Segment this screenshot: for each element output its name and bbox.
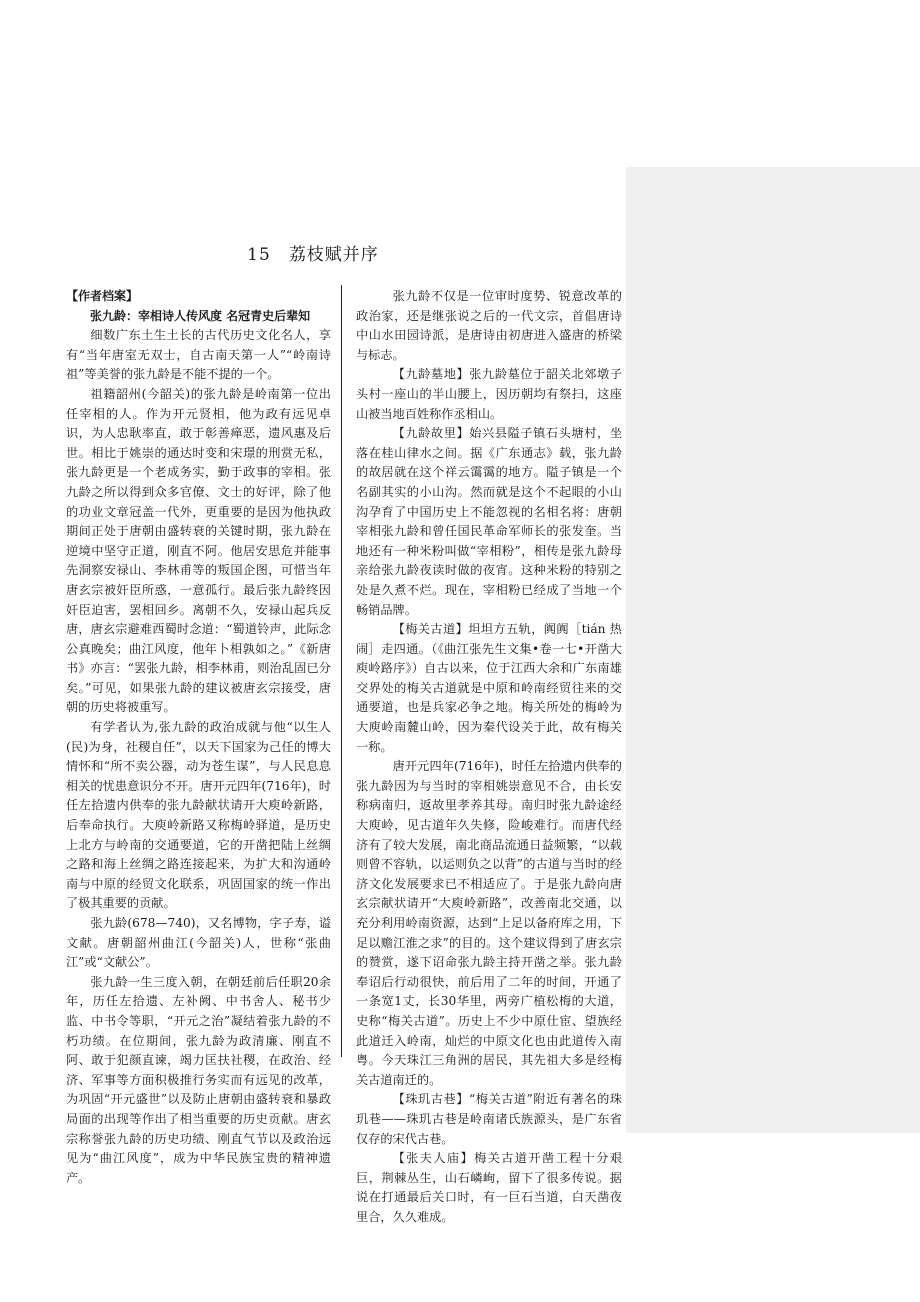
paragraph-hometown: 【九龄故里】始兴县隘子镇石头塘村，坐落在桂山律水之间。据《广东通志》载，张九龄的故居就在这个祥云霭霭的地方。隘子镇是一个名副其实的小山沟。然而就是这个不起眼的小山沟孕育了中国历史上不能忽视的名相名将：唐朝宰相张九龄和曾任国民革命军师长的张发奎。当地还有一种米粉叫做“宰相粉”，相传是张九龄母亲给张九龄夜读时做的夜宵。这种米粉的特别之处是久煮不烂。现在，宰相粉已经成了当地一个畅销品牌。 xyxy=(356,426,623,617)
paragraph: 张九龄不仅是一位审时度势、锐意改革的政治家，还是继张说之后的一代文宗，首倡唐诗中山水田园诗派，是唐诗由初唐进入盛唐的桥梁与标志。 xyxy=(356,289,622,362)
left-column xyxy=(66,287,331,1188)
chapter-name: 荔枝赋并序 xyxy=(288,245,379,265)
paragraph-zhuji: 【珠玑古巷】“梅关古道”附近有著名的珠玑巷——珠玑古巷是岭南诸氏族源头，是广东省仅存的宋代古巷。 xyxy=(356,1092,622,1146)
section-header: 【作者档案】 xyxy=(66,289,139,303)
column-divider xyxy=(341,285,342,1057)
paragraph-meiguan: 【梅关古道】坦坦方五轨，阗阗［tián 热闹］走四通。（《曲江张先生文集•卷一七•开凿大庾岭路序》）自古以来，位于江西大余和广东南雄交界处的梅关古道就是中原和岭南经贸往来的交通要道，也是兵家必争之地。梅关所处的梅岭为大庾岭南麓山岭，因为秦代设关于此，故有梅关一称。 xyxy=(356,622,622,754)
paragraph-tomb: 【九龄墓地】张九龄墓位于韶关北郊墩子头村一座山的半山腰上，因历朝均有祭扫，这座山被当地百姓称作丞相山。 xyxy=(356,367,623,421)
paragraph: 唐开元四年(716年)，时任左拾遗内供奉的张九龄因为与当时的宰相姚崇意见不合，由长安称病南归，返故里孝养其母。南归时张九龄途经大庾岭，见古道年久失修，险峻难行。而唐代经济有了较大发展，南北商品流通日益频繁，“以载则曾不容轨，以运则负之以背”的古道与当时的经济文化发展要求已不相适应了。于是张九龄向唐玄宗献状请开“大庾岭新路”，改善南北交通，以充分利用岭南资源，达到“上足以备府库之用，下足以赡江淮之求”的目的。这个建议得到了唐玄宗的赞赏，遂下诏命张九龄主持开凿之举。张九龄奉诏后行动很快，前后用了二年的时间，开通了一条宽1丈，长30华里，两旁广植松梅的大道，史称“梅关古道”。历史上不少中原仕宦、望族经此道迁入岭南，灿烂的中原文化也由此道传入南粤。今天珠江三角洲的居民，其先祖大多是经梅关古道南迁的。 xyxy=(356,759,622,1087)
paragraph: 张九龄一生三度入朝，在朝廷前后任职20余年，历任左拾遗、左补阙、中书舍人、秘书少监、中书令等职，“开元之治”凝结着张九龄的不朽功绩。在位期间，张九龄为政清廉、刚直不阿、敢于犯颜直谏，竭力匡扶社稷，在政治、经济、军事等方面积极推行务实而有远见的改革，为巩固“开元盛世”以及防止唐朝由盛转衰和暴政局面的出现等作出了相当重要的历史贡献。唐玄宗称誉张九龄的历史功绩、刚直气节以及政治远见为“曲江风度”，成为中华民族宝贵的精神遗产。 xyxy=(66,974,331,1185)
section-subtitle: 张九龄：宰相诗人传风度 名冠青史后辈知 xyxy=(90,308,311,323)
paragraph: 张九龄(678—740)，又名博物，字子寿，谥文献。唐朝韶州曲江(今韶关)人，世称“张曲江”或“文献公”。 xyxy=(66,916,331,970)
paragraph: 细数广东土生土长的古代历史文化名人，享有“当年唐室无双士，自古南天第一人”“岭南诗祖”等美誉的张九龄是不能不提的一个。 xyxy=(66,328,331,382)
heading-temple: 【张夫人庙】 xyxy=(392,1151,475,1166)
paragraph: 有学者认为,张九龄的政治成就与他“以生人(民)为身，社稷自任”，以天下国家为己任的博大情怀和“所不卖公器，动为苍生谋”，与人民息息相关的忧患意识分不开。唐开元四年(716年)，时任左拾遗内供奉的张九龄献状请开大庾岭新路，后奉命执行。大庾岭新路又称梅岭驿道，是历史上北方与岭南的交通要道，它的开凿把陆上丝绸之路和海上丝绸之路连接起来，为扩大和沟通岭南与中原的经贸文化联系，巩固国家的统一作出了极其重要的贡献。 xyxy=(66,720,331,911)
paragraph: 祖籍韶州(今韶关)的张九龄是岭南第一位出任宰相的人。作为开元贤相，他为政有远见卓识，为人忠耿率直，敢于彰善瘅恶，遗风惠及后世。相比于姚崇的通达时变和宋璟的刑赏无私，张九龄更是一个老成务实，勤于政事的宰相。张九龄之所以得到众多官僚、文士的好评，除了他的功业文章冠盖一代外，更重要的是因为他执政期间正处于唐朝由盛转衰的关键时期，张九龄在逆境中坚守正道，刚直不阿。他居安思危并能事先洞察安禄山、李林甫等的叛国企图，可惜当年唐玄宗被奸臣所惑，一意孤行。最后张九龄终因奸臣迫害，罢相回乡。离朝不久，安禄山起兵反唐，唐玄宗避难西蜀时念道：“蜀道铃声，此际念公真晚矣；曲江风度，他年卜相孰如之。”《新唐书》亦言：“罢张九龄，相李林甫，则治乱固已分矣。”可见，如果张九龄的建议被唐玄宗接受，唐朝的历史将被重写。 xyxy=(66,386,331,715)
heading-tomb: 【九龄墓地】 xyxy=(392,367,470,382)
heading-hometown: 【九龄故里】 xyxy=(392,426,470,441)
right-column xyxy=(356,287,622,1228)
heading-meiguan: 【梅关古道】 xyxy=(392,622,469,637)
heading-zhuji: 【珠玑古巷】 xyxy=(392,1092,469,1107)
chapter-title xyxy=(0,240,626,265)
chapter-number: 15 xyxy=(247,245,271,265)
paragraph-temple: 【张夫人庙】梅关古道开凿工程十分艰巨，荆棘丛生，山石嶙峋，留下了很多传说。据说在打通最后关口时，有一巨石当道，白天凿夜里合，久久难成。 xyxy=(356,1151,623,1224)
comment-pane xyxy=(626,167,920,1133)
